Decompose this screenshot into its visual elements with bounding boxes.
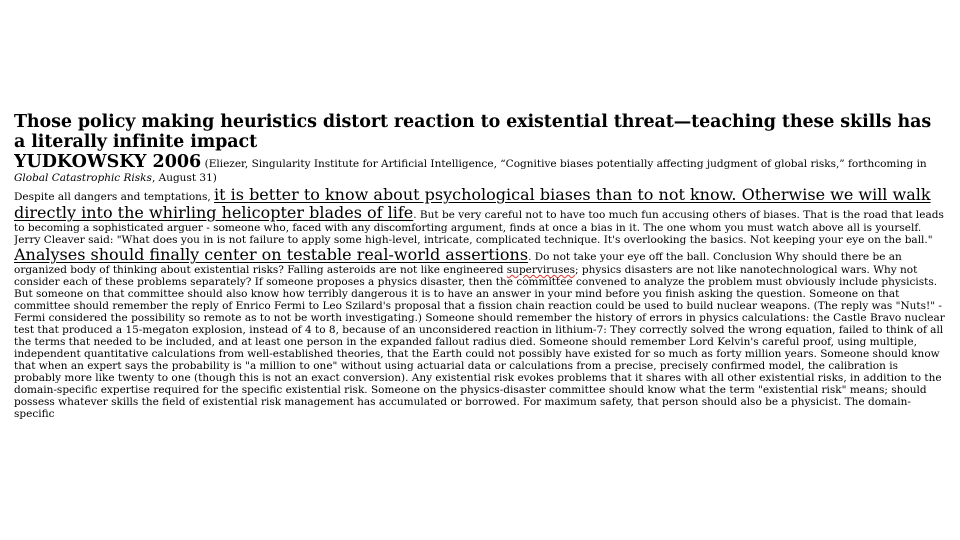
card-tag-heading: Those policy making heuristics distort reaction to existential threat—teaching these skills has a literally infinite impact — [14, 112, 932, 152]
misspelled-word[interactable]: superviruses — [506, 264, 575, 276]
highlight-1: it is better to know about psychological biases than to not know. Otherwise we will walk directly into the whirling helicopter blades of life — [14, 185, 931, 222]
citation-details: (Eliezer, Singularity Institute for Artificial Intelligence, “Cognitive biases potentially affecting judgment of global risks,” forthcoming in — [204, 158, 927, 170]
card-body[interactable] — [14, 186, 946, 420]
body-text-2: . But be very careful not to have too much fun accusing others of biases. That is the road that leads to becoming a sophisticated arguer - someone who, faced with any discomforting argument, finds at once a bias in it. The one whom you must watch above all is yourself. Jerry Cleaver said: "What does you in is not failure to apply some high-level, intricate, complicated technique. It's overlooking the basics. Not keeping your eye on the ball." — [14, 209, 944, 246]
body-text-1: Despite all dangers and temptations, — [14, 191, 215, 203]
citation-source: Global Catastrophic Risks — [14, 172, 152, 184]
citation-author: YUDKOWSKY 2006 — [14, 152, 202, 172]
body-text-4: ; physics disasters are not like nanotechnological wars. Why not consider each of these problems separately? If someone proposes a physics disaster, then the committee convened to analyze the problem must obviously include physicists. But someone on that committee should also know how terribly dangerous it is to have an answer in your mind before you finish asking the question. Someone on that committee should remember the reply of Enrico Fermi to Leo Szilard's proposal that a fission chain reaction could be used to build nuclear weapons. (The reply was "Nuts!" - Fermi considered the possibility so remote as to not be worth investigating.) Someone should remember the history of errors in physics calculations: the Castle Bravo nuclear test that produced a 15-megaton explosion, instead of 4 to 8, because of an unconsidered reaction in lithium-7: They correctly solved the wrong equation, failed to think of all the terms that needed to be included, and at least one person in the expanded fallout radius died. Someone should remember Lord Kelvin's careful proof, using multiple, independent quantitative calculations from well-established theories, that the Earth could not possibly have existed for so much as forty million years. Someone should know that when an expert says the probability is "a million to one" without using actuarial data or calculations from a precise, precisely confirmed model, the calibration is probably more like twenty to one (though this is not an exact conversion). Any existential risk evokes problems that it shares with all other existential risks, in addition to the domain-specific expertise required for the specific existential risk. Someone on the physics-disaster committee should know what the term "existential risk" means; should possess whatever skills the field of existential risk management has accumulated or borrowed. For maximum safety, that person should also be a physicist. The domain-specific — [14, 264, 945, 420]
evidence-card — [14, 112, 946, 442]
citation-date: , August 31) — [151, 172, 217, 184]
body-text-3: . Do not take your eye off the ball. Conclusion Why should there be an organized body of thinking about existential risks? Falling asteroids are not like engineered — [14, 251, 902, 276]
highlight-2: Analyses should finally center on testable real-world assertions — [14, 245, 529, 264]
citation — [14, 152, 946, 184]
